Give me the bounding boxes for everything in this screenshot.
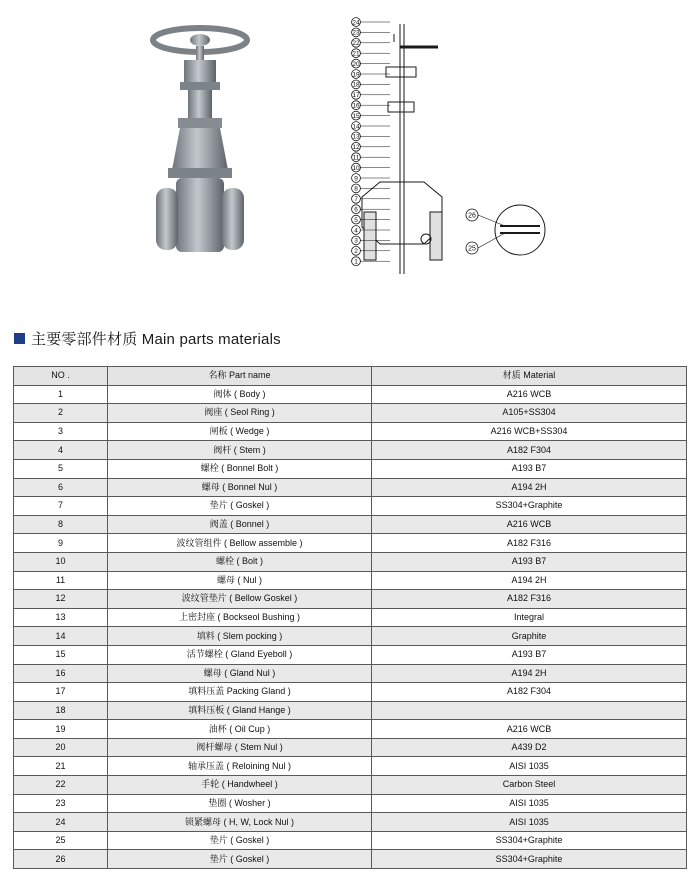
valve-section-drawing <box>340 12 560 282</box>
cell-no: 25 <box>14 831 108 850</box>
cell-material: A193 B7 <box>372 459 687 478</box>
detail-callout-label: 25 <box>468 245 476 253</box>
section-title: 主要零部件材质 Main parts materials <box>31 330 281 348</box>
callout-label: 18 <box>352 81 360 89</box>
table-row <box>14 776 687 795</box>
table-row <box>14 497 687 516</box>
callout-label: 17 <box>352 92 360 100</box>
cell-no: 19 <box>14 720 108 739</box>
cell-material: SS304+Graphite <box>372 497 687 516</box>
cell-no: 21 <box>14 757 108 776</box>
callout-label: 20 <box>352 60 360 68</box>
callout-label: 9 <box>354 175 358 183</box>
cell-material: AISI 1035 <box>372 794 687 813</box>
cell-no: 17 <box>14 683 108 702</box>
cell-material: SS304+Graphite <box>372 831 687 850</box>
cell-part-name: 上密封座 ( Bockseol Bushing ) <box>108 608 372 627</box>
table-row <box>14 738 687 757</box>
cell-part-name: 轴承压盖 ( Reloining Nul ) <box>108 757 372 776</box>
callout-label: 8 <box>354 185 358 193</box>
table-row <box>14 794 687 813</box>
heading-square-icon <box>14 333 25 344</box>
cell-no: 5 <box>14 459 108 478</box>
detail-callout-label: 26 <box>468 212 476 220</box>
cell-no: 8 <box>14 515 108 534</box>
cell-part-name: 波纹管垫片 ( Bellow Goskel ) <box>108 590 372 609</box>
cell-part-name: 阀杆 ( Stem ) <box>108 441 372 460</box>
header-material: 材质 Material <box>372 367 687 386</box>
cell-no: 12 <box>14 590 108 609</box>
cell-no: 3 <box>14 422 108 441</box>
cell-part-name: 填料 ( Slem pocking ) <box>108 627 372 646</box>
cell-material: A182 F316 <box>372 534 687 553</box>
cell-part-name: 螺母 ( Bonnel Nul ) <box>108 478 372 497</box>
callout-label: 15 <box>352 112 360 120</box>
cell-material: A105+SS304 <box>372 404 687 423</box>
callout-label: 3 <box>354 237 358 245</box>
table-row <box>14 590 687 609</box>
cell-material: Graphite <box>372 627 687 646</box>
cell-part-name: 闸板 ( Wedge ) <box>108 422 372 441</box>
header-no: NO . <box>14 367 108 386</box>
cell-material: A193 B7 <box>372 645 687 664</box>
table-row <box>14 422 687 441</box>
callout-label: 10 <box>352 164 360 172</box>
cell-material: SS304+Graphite <box>372 850 687 869</box>
cell-part-name: 阀座 ( Seol Ring ) <box>108 404 372 423</box>
cell-no: 22 <box>14 776 108 795</box>
cell-part-name: 螺栓 ( Bolt ) <box>108 552 372 571</box>
cell-material: A194 2H <box>372 571 687 590</box>
cell-no: 26 <box>14 850 108 869</box>
table-row <box>14 850 687 869</box>
table-row <box>14 831 687 850</box>
cell-no: 6 <box>14 478 108 497</box>
cell-material: A182 F316 <box>372 590 687 609</box>
table-row <box>14 552 687 571</box>
section-heading <box>14 328 281 348</box>
cell-no: 20 <box>14 738 108 757</box>
table-row <box>14 645 687 664</box>
table-row <box>14 664 687 683</box>
cell-material: AISI 1035 <box>372 757 687 776</box>
callout-label: 2 <box>354 248 358 256</box>
cell-material: A193 B7 <box>372 552 687 571</box>
valve-photo <box>150 20 250 265</box>
cell-part-name: 波纹管组件 ( Bellow assemble ) <box>108 534 372 553</box>
cell-material: A182 F304 <box>372 441 687 460</box>
table-header-row <box>14 367 687 386</box>
table-row <box>14 571 687 590</box>
callout-label: 14 <box>352 123 360 131</box>
cell-material: A216 WCB+SS304 <box>372 422 687 441</box>
cell-material <box>372 701 687 720</box>
cell-material: Integral <box>372 608 687 627</box>
cell-material: A216 WCB <box>372 515 687 534</box>
table-row <box>14 757 687 776</box>
cell-material: A216 WCB <box>372 720 687 739</box>
table-row <box>14 441 687 460</box>
cell-material: Carbon Steel <box>372 776 687 795</box>
cell-part-name: 垫片 ( Goskel ) <box>108 831 372 850</box>
cell-part-name: 阀盖 ( Bonnel ) <box>108 515 372 534</box>
cell-no: 9 <box>14 534 108 553</box>
callout-label: 21 <box>352 50 360 58</box>
cell-material: A216 WCB <box>372 385 687 404</box>
cell-part-name: 填料压板 ( Gland Hange ) <box>108 701 372 720</box>
table-row <box>14 701 687 720</box>
cell-part-name: 螺栓 ( Bonnel Bolt ) <box>108 459 372 478</box>
cell-part-name: 活节螺栓 ( Gland Eyeboll ) <box>108 645 372 664</box>
cell-no: 11 <box>14 571 108 590</box>
cell-part-name: 垫片 ( Goskel ) <box>108 850 372 869</box>
callout-label: 1 <box>354 258 358 266</box>
cell-no: 10 <box>14 552 108 571</box>
cell-material: AISI 1035 <box>372 813 687 832</box>
cell-no: 4 <box>14 441 108 460</box>
cell-no: 16 <box>14 664 108 683</box>
cell-no: 23 <box>14 794 108 813</box>
table-row <box>14 478 687 497</box>
cell-no: 1 <box>14 385 108 404</box>
callout-label: 13 <box>352 133 360 141</box>
cell-no: 7 <box>14 497 108 516</box>
cell-material: A182 F304 <box>372 683 687 702</box>
cell-no: 15 <box>14 645 108 664</box>
table-row <box>14 385 687 404</box>
table-row <box>14 813 687 832</box>
table-row <box>14 459 687 478</box>
cell-part-name: 螺母 ( Nul ) <box>108 571 372 590</box>
callout-label: 7 <box>354 196 358 204</box>
callout-label: 19 <box>352 71 360 79</box>
cell-part-name: 填料压盖 Packing Gland ) <box>108 683 372 702</box>
cell-part-name: 油杯 ( Oil Cup ) <box>108 720 372 739</box>
table-row <box>14 608 687 627</box>
cell-material: A194 2H <box>372 664 687 683</box>
callout-label: 16 <box>352 102 360 110</box>
cell-part-name: 垫圈 ( Wosher ) <box>108 794 372 813</box>
callout-label: 24 <box>352 19 360 27</box>
table-row <box>14 627 687 646</box>
cell-part-name: 阀体 ( Body ) <box>108 385 372 404</box>
cell-no: 2 <box>14 404 108 423</box>
table-row <box>14 404 687 423</box>
table-row <box>14 720 687 739</box>
header-part-name: 名称 Part name <box>108 367 372 386</box>
cell-material: A439 D2 <box>372 738 687 757</box>
parts-materials-table <box>13 366 687 869</box>
callout-label: 12 <box>352 144 360 152</box>
callout-label: 6 <box>354 206 358 214</box>
callout-label: 23 <box>352 29 360 37</box>
callout-label: 4 <box>354 227 358 235</box>
callout-label: 22 <box>352 40 360 48</box>
callout-label: 5 <box>354 216 358 224</box>
cell-material: A194 2H <box>372 478 687 497</box>
cell-no: 13 <box>14 608 108 627</box>
cell-no: 18 <box>14 701 108 720</box>
callout-label: 11 <box>352 154 360 162</box>
cell-part-name: 锁紧螺母 ( H, W, Lock Nul ) <box>108 813 372 832</box>
cell-part-name: 螺母 ( Gland Nul ) <box>108 664 372 683</box>
table-row <box>14 534 687 553</box>
cell-part-name: 手轮 ( Handwheel ) <box>108 776 372 795</box>
table-row <box>14 515 687 534</box>
cell-part-name: 垫片 ( Goskel ) <box>108 497 372 516</box>
table-row <box>14 683 687 702</box>
cell-part-name: 阀杆螺母 ( Stem Nul ) <box>108 738 372 757</box>
cell-no: 14 <box>14 627 108 646</box>
cell-no: 24 <box>14 813 108 832</box>
